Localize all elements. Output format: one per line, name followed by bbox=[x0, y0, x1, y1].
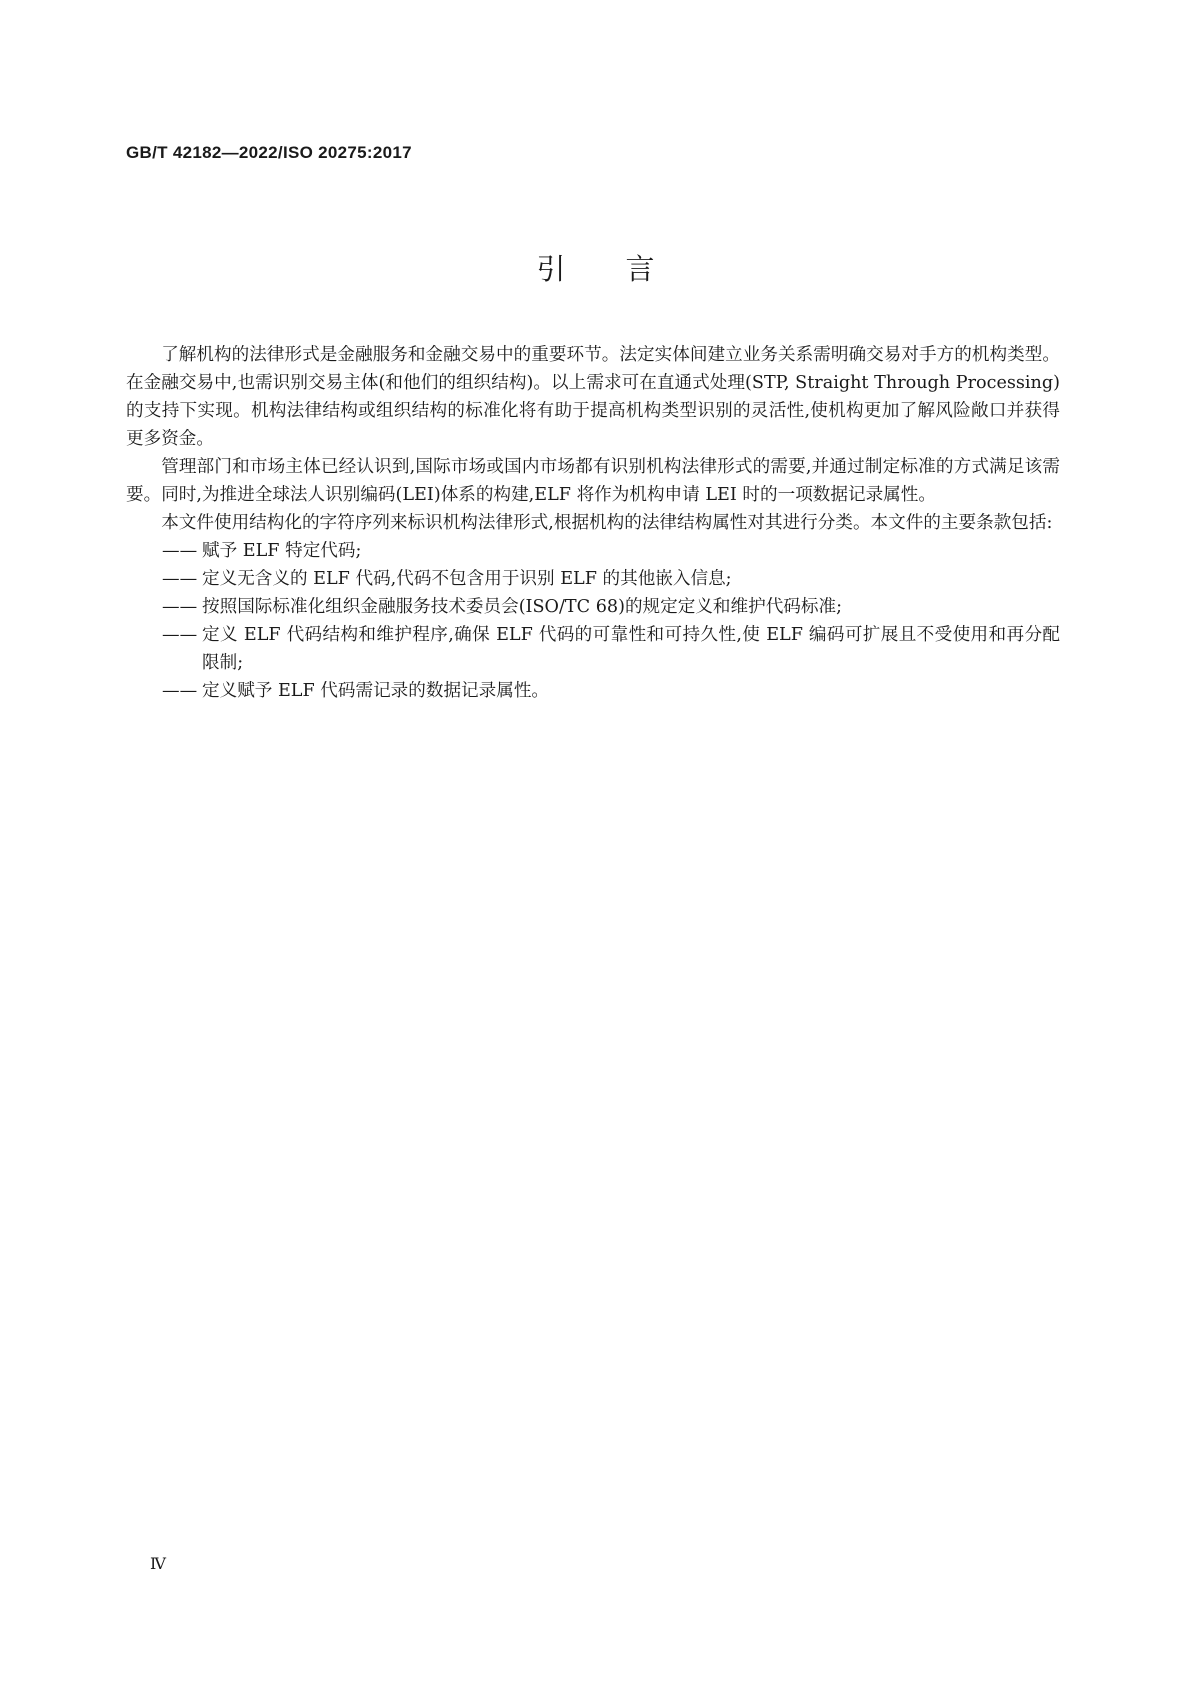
paragraph-3: 本文件使用结构化的字符序列来标识机构法律形式,根据机构的法律结构属性对其进行分类。本文件的主要条款包括: bbox=[161, 513, 1053, 533]
list-item-text: 定义赋予 ELF 代码需记录的数据记录属性。 bbox=[202, 681, 550, 701]
list-item bbox=[126, 621, 1060, 677]
list-item bbox=[126, 565, 1060, 593]
standard-number-header: GB/T 42182—2022/ISO 20275:2017 bbox=[126, 143, 412, 162]
list-item-text: 按照国际标准化组织金融服务技术委员会(ISO/TC 68)的规定定义和维护代码标准; bbox=[202, 597, 843, 617]
dash-bullet: —— bbox=[162, 541, 198, 561]
list-item-text: 赋予 ELF 特定代码; bbox=[202, 541, 362, 561]
paragraph-2: 管理部门和市场主体已经认识到,国际市场或国内市场都有识别机构法律形式的需要,并通过制定标准的方式满足该需要。同时,为推进全球法人识别编码(LEI)体系的构建,ELF 将作为机构申请 LEI 时的一项数据记录属性。 bbox=[126, 457, 1060, 505]
list-item bbox=[126, 677, 1060, 705]
dash-bullet: —— bbox=[162, 569, 198, 589]
page-title: 引言 bbox=[536, 252, 715, 286]
dash-bullet: —— bbox=[162, 597, 198, 617]
list-item bbox=[126, 537, 1060, 565]
document-body bbox=[126, 341, 1060, 705]
dash-bullet: —— bbox=[162, 681, 198, 701]
paragraph-1: 了解机构的法律形式是金融服务和金融交易中的重要环节。法定实体间建立业务关系需明确交易对手方的机构类型。在金融交易中,也需识别交易主体(和他们的组织结构)。以上需求可在直通式处理(STP, Straight Through Processing)的支持下实现。机构法律结构或组织结构的标准化将有助于提高机构类型识别的灵活性,使机构更加了解风险敞口并获得更多资金。 bbox=[126, 345, 1060, 449]
list-item-text: 定义 ELF 代码结构和维护程序,确保 ELF 代码的可靠性和可持久性,使 ELF 编码可扩展且不受使用和再分配限制; bbox=[202, 625, 1060, 673]
page-number: Ⅳ bbox=[150, 1554, 166, 1573]
dash-bullet: —— bbox=[162, 625, 198, 645]
list-item-text: 定义无含义的 ELF 代码,代码不包含用于识别 ELF 的其他嵌入信息; bbox=[202, 569, 732, 589]
list-item bbox=[126, 593, 1060, 621]
provisions-list bbox=[126, 537, 1060, 705]
